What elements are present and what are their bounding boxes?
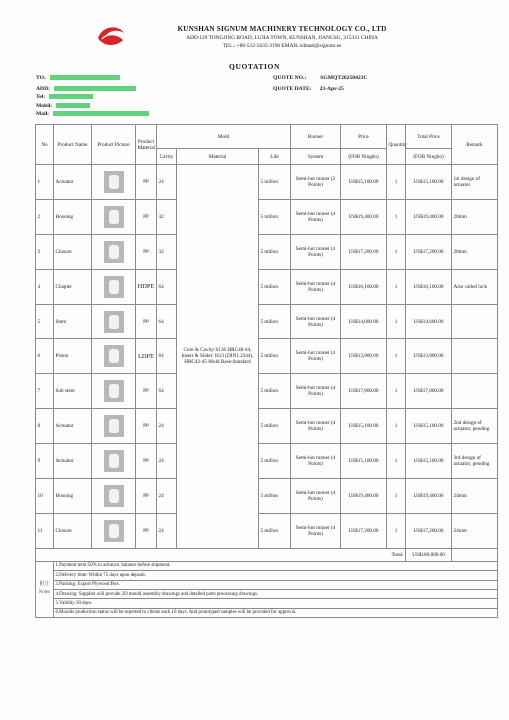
row-no: 3 [36, 234, 54, 269]
row-cavity: 24 [157, 513, 177, 548]
to-label: TO: [36, 75, 46, 81]
row-life: 5 millon [259, 234, 291, 269]
product-photo [104, 415, 124, 437]
row-life: 5 millon [259, 513, 291, 548]
document-title: QUOTATION [229, 62, 280, 71]
row-price: US$17,200.00 [341, 234, 387, 269]
row-life: 5 millon [259, 374, 291, 409]
table-row [36, 199, 498, 234]
mold-material-spec: Core & Cavity:S136 HRC40-44, Insert & Slider: H13 (DIN1.2344), HRC42-45 Mold Base:Standard [177, 165, 259, 549]
row-cavity: 24 [157, 409, 177, 444]
product-photo [104, 311, 124, 333]
row-no: 5 [36, 304, 54, 339]
quote-no-value: SGMQT20250423C [320, 75, 368, 81]
row-remark: 28mm [452, 234, 498, 269]
table-row [36, 513, 498, 548]
row-price: US$14,600.00 [341, 304, 387, 339]
row-runner-system: Semi-hot runner (4 Points) [291, 374, 341, 409]
row-no: 1 [36, 165, 54, 200]
company-contact: TEL.: +86-512-5035-3196 EMAIL:sdmatt@signum.ee [222, 43, 342, 49]
row-runner-system: Semi-hot runner (4 Points) [291, 513, 341, 548]
row-product-name: Actuator [54, 409, 92, 444]
row-product-picture [92, 234, 136, 269]
row-quantity: 1 [387, 304, 406, 339]
row-price: US$15,100.00 [341, 444, 387, 479]
header-remark: Remark [452, 125, 498, 165]
row-price: US$15,100.00 [341, 165, 387, 200]
row-remark: 24mm [452, 479, 498, 514]
notes-row [36, 571, 498, 580]
row-product-picture [92, 444, 136, 479]
row-price: US$19,400.00 [341, 479, 387, 514]
row-product-material: PP [136, 513, 157, 548]
mobil-label: Mobil: [36, 103, 53, 109]
redaction-bar [53, 111, 149, 116]
row-cavity: 64 [157, 304, 177, 339]
product-photo [104, 241, 124, 263]
note-item: 4.Drawing: Supplier will provide 2D mould assembly drawings and detailed parts processing drawings. [54, 589, 498, 598]
total-label: Total: [36, 548, 406, 561]
company-name: KUNSHAN SIGNUM MACHINERY TECHNOLOGY CO., LTD [177, 25, 387, 33]
row-quantity: 1 [387, 234, 406, 269]
notes-label: 附注 Notes [36, 561, 54, 617]
row-cavity: 64 [157, 374, 177, 409]
row-quantity: 1 [387, 479, 406, 514]
note-item: 2.Delivery time: Within 75 days upon deposit. [54, 571, 498, 580]
redaction-bar [54, 86, 136, 91]
row-product-picture [92, 513, 136, 548]
row-product-material: PP [136, 409, 157, 444]
row-total-price: US$17,200.00 [406, 234, 452, 269]
row-no: 6 [36, 339, 54, 374]
table-row [36, 339, 498, 374]
row-runner-system: Semi-hot runner (4 Points) [291, 199, 341, 234]
row-product-material: PP [136, 374, 157, 409]
row-product-name: Actuator [54, 444, 92, 479]
row-remark [452, 339, 498, 374]
note-item: 3.Packing: Export Plywood Box. [54, 580, 498, 589]
row-life: 5 millon [259, 165, 291, 200]
row-product-picture [92, 304, 136, 339]
mail-label: Mail: [36, 111, 50, 117]
row-product-name: Chaplet [54, 269, 92, 304]
row-total-price: US$19,400.00 [406, 479, 452, 514]
row-product-picture [92, 374, 136, 409]
row-life: 5 millon [259, 409, 291, 444]
row-quantity: 1 [387, 409, 406, 444]
total-value: US$180,800.00 [406, 548, 452, 561]
header-life: Life [259, 149, 291, 165]
mobil-line [36, 103, 90, 109]
header-system: System [291, 149, 341, 165]
row-total-price: US$14,600.00 [406, 304, 452, 339]
quote-no-label: QUOTE NO.: [273, 75, 307, 81]
row-remark [452, 374, 498, 409]
note-item: 1.Payment term:50% in advance, balance before shipment. [54, 561, 498, 570]
product-photo [104, 345, 124, 367]
row-cavity: 64 [157, 269, 177, 304]
row-product-material: PP [136, 199, 157, 234]
row-remark: 1st design of actuator [452, 165, 498, 200]
row-product-material: PP [136, 165, 157, 200]
tel-label: Tel: [36, 94, 46, 100]
notes-row [36, 599, 498, 608]
row-runner-system: Semi-hot runner (4 Points) [291, 444, 341, 479]
notes-row [36, 608, 498, 617]
header-price: Price [341, 125, 387, 149]
row-no: 2 [36, 199, 54, 234]
row-total-price: US$13,800.00 [406, 339, 452, 374]
to-line [36, 75, 120, 81]
row-total-price: US$19,400.00 [406, 199, 452, 234]
header-product-picture: Product Picture [92, 125, 136, 165]
table-row [36, 479, 498, 514]
row-product-picture [92, 409, 136, 444]
row-product-material: HDPE [136, 269, 157, 304]
product-photo [104, 206, 124, 228]
row-no: 4 [36, 269, 54, 304]
product-photo [104, 520, 124, 542]
notes-row [36, 561, 498, 570]
product-photo [104, 485, 124, 507]
header-product-name: Product Name [54, 125, 92, 165]
note-item: 5.Validity:30 days. [54, 599, 498, 608]
row-runner-system: Semi-hot runner (4 Points) [291, 269, 341, 304]
row-product-material: LDPE [136, 339, 157, 374]
notes-row [36, 589, 498, 598]
row-product-picture [92, 269, 136, 304]
table-row [36, 269, 498, 304]
row-runner-system: Semi-hot runner (4 Points) [291, 339, 341, 374]
company-header [132, 25, 432, 49]
row-total-price: US$17,800.00 [406, 374, 452, 409]
row-total-price: US$17,200.00 [406, 513, 452, 548]
add-label: ADD: [36, 86, 50, 92]
notes-row [36, 580, 498, 589]
row-product-name: Stem [54, 304, 92, 339]
header-cavity: Cavity [157, 149, 177, 165]
header-price-fob: (FOB Ningbo) [341, 149, 387, 165]
row-remark [452, 304, 498, 339]
row-remark: 28mm [452, 199, 498, 234]
row-product-material: PP [136, 444, 157, 479]
row-quantity: 1 [387, 269, 406, 304]
row-total-price: US$16,100.00 [406, 269, 452, 304]
row-cavity: 64 [157, 339, 177, 374]
company-address: ADD:120 TONGJING ROAD, LUJIA TOWN, KUNSHAN, JIANGSU, 215331 CHINA [186, 35, 378, 41]
note-item: 6.Moulds production status will be reported to clients each 10 days. And prototyped samples will be provided for approval. [54, 608, 498, 617]
table-row [36, 304, 498, 339]
row-quantity: 1 [387, 374, 406, 409]
company-logo-icon [96, 24, 126, 48]
row-product-material: PP [136, 479, 157, 514]
row-life: 5 millon [259, 304, 291, 339]
redaction-bar [50, 75, 120, 80]
product-photo [104, 450, 124, 472]
header-total-fob: (FOB Ningbo) [406, 149, 452, 165]
row-runner-system: Semi-hot runner (4 Points) [291, 479, 341, 514]
total-row [36, 548, 498, 561]
table-row [36, 234, 498, 269]
row-life: 5 millon [259, 339, 291, 374]
row-no: 10 [36, 479, 54, 514]
row-price: US$13,800.00 [341, 339, 387, 374]
row-product-name: Closure [54, 234, 92, 269]
row-price: US$17,800.00 [341, 374, 387, 409]
row-product-picture [92, 199, 136, 234]
row-quantity: 1 [387, 339, 406, 374]
redaction-bar [56, 103, 90, 108]
row-runner-system: Semi-hot runner (4 Points) [291, 234, 341, 269]
row-product-name: Actuator [54, 165, 92, 200]
row-life: 5 millon [259, 199, 291, 234]
add-line [36, 86, 136, 92]
header-total-price: Total Price [406, 125, 452, 149]
row-price: US$17,200.00 [341, 513, 387, 548]
row-life: 5 millon [259, 269, 291, 304]
row-quantity: 1 [387, 165, 406, 200]
row-product-name: Sub stem [54, 374, 92, 409]
row-no: 11 [36, 513, 54, 548]
row-price: US$15,100.00 [341, 409, 387, 444]
row-runner-system: Semi-hot runner (2 Points) [291, 165, 341, 200]
row-runner-system: Semi-hot runner (4 Points) [291, 304, 341, 339]
table-row [36, 374, 498, 409]
row-product-material: PP [136, 304, 157, 339]
table-row [36, 409, 498, 444]
row-product-name: Housing [54, 199, 92, 234]
header-material: Material [177, 149, 259, 165]
row-remark: 24mm [452, 513, 498, 548]
row-product-picture [92, 479, 136, 514]
product-photo [104, 171, 124, 193]
row-quantity: 1 [387, 513, 406, 548]
row-product-picture [92, 165, 136, 200]
quote-date-value: 23-Apr-25 [319, 86, 344, 92]
header-runner: Runner [291, 125, 341, 149]
row-product-name: Housing [54, 479, 92, 514]
total-remark-empty [452, 548, 498, 561]
row-quantity: 1 [387, 444, 406, 479]
row-remark: 3rd design of actuator, pending [452, 444, 498, 479]
row-remark: Also called lock [452, 269, 498, 304]
row-product-name: Closure [54, 513, 92, 548]
row-product-picture [92, 339, 136, 374]
header-product-material: Product Material [136, 125, 157, 165]
header-no: No [36, 125, 54, 165]
quote-date-label: QUOTE DATE: [273, 86, 312, 92]
row-quantity: 1 [387, 199, 406, 234]
row-life: 5 millon [259, 444, 291, 479]
row-product-name: Piston [54, 339, 92, 374]
row-cavity: 32 [157, 199, 177, 234]
row-cavity: 24 [157, 165, 177, 200]
row-price: US$16,100.00 [341, 269, 387, 304]
product-photo [104, 380, 124, 402]
row-total-price: US$15,100.00 [406, 165, 452, 200]
row-product-material: PP [136, 234, 157, 269]
row-no: 9 [36, 444, 54, 479]
mail-line [36, 111, 149, 117]
quotation-table [35, 124, 498, 618]
row-total-price: US$15,100.00 [406, 409, 452, 444]
quote-no-line [273, 75, 368, 81]
row-cavity: 32 [157, 234, 177, 269]
header-quantity: Quantity [387, 125, 406, 165]
row-no: 7 [36, 374, 54, 409]
row-life: 5 millon [259, 479, 291, 514]
table-row [36, 165, 498, 200]
quote-date-line [273, 86, 344, 92]
row-cavity: 24 [157, 479, 177, 514]
header-mold: Mold [157, 125, 291, 149]
table-row [36, 444, 498, 479]
tel-line [36, 94, 93, 100]
row-cavity: 24 [157, 444, 177, 479]
row-no: 8 [36, 409, 54, 444]
row-runner-system: Semi-hot runner (4 Points) [291, 409, 341, 444]
row-price: US$19,400.00 [341, 199, 387, 234]
product-photo [104, 276, 124, 298]
row-remark: 2nd design of actuator, pending [452, 409, 498, 444]
row-total-price: US$15,100.00 [406, 444, 452, 479]
redaction-bar [49, 94, 93, 99]
